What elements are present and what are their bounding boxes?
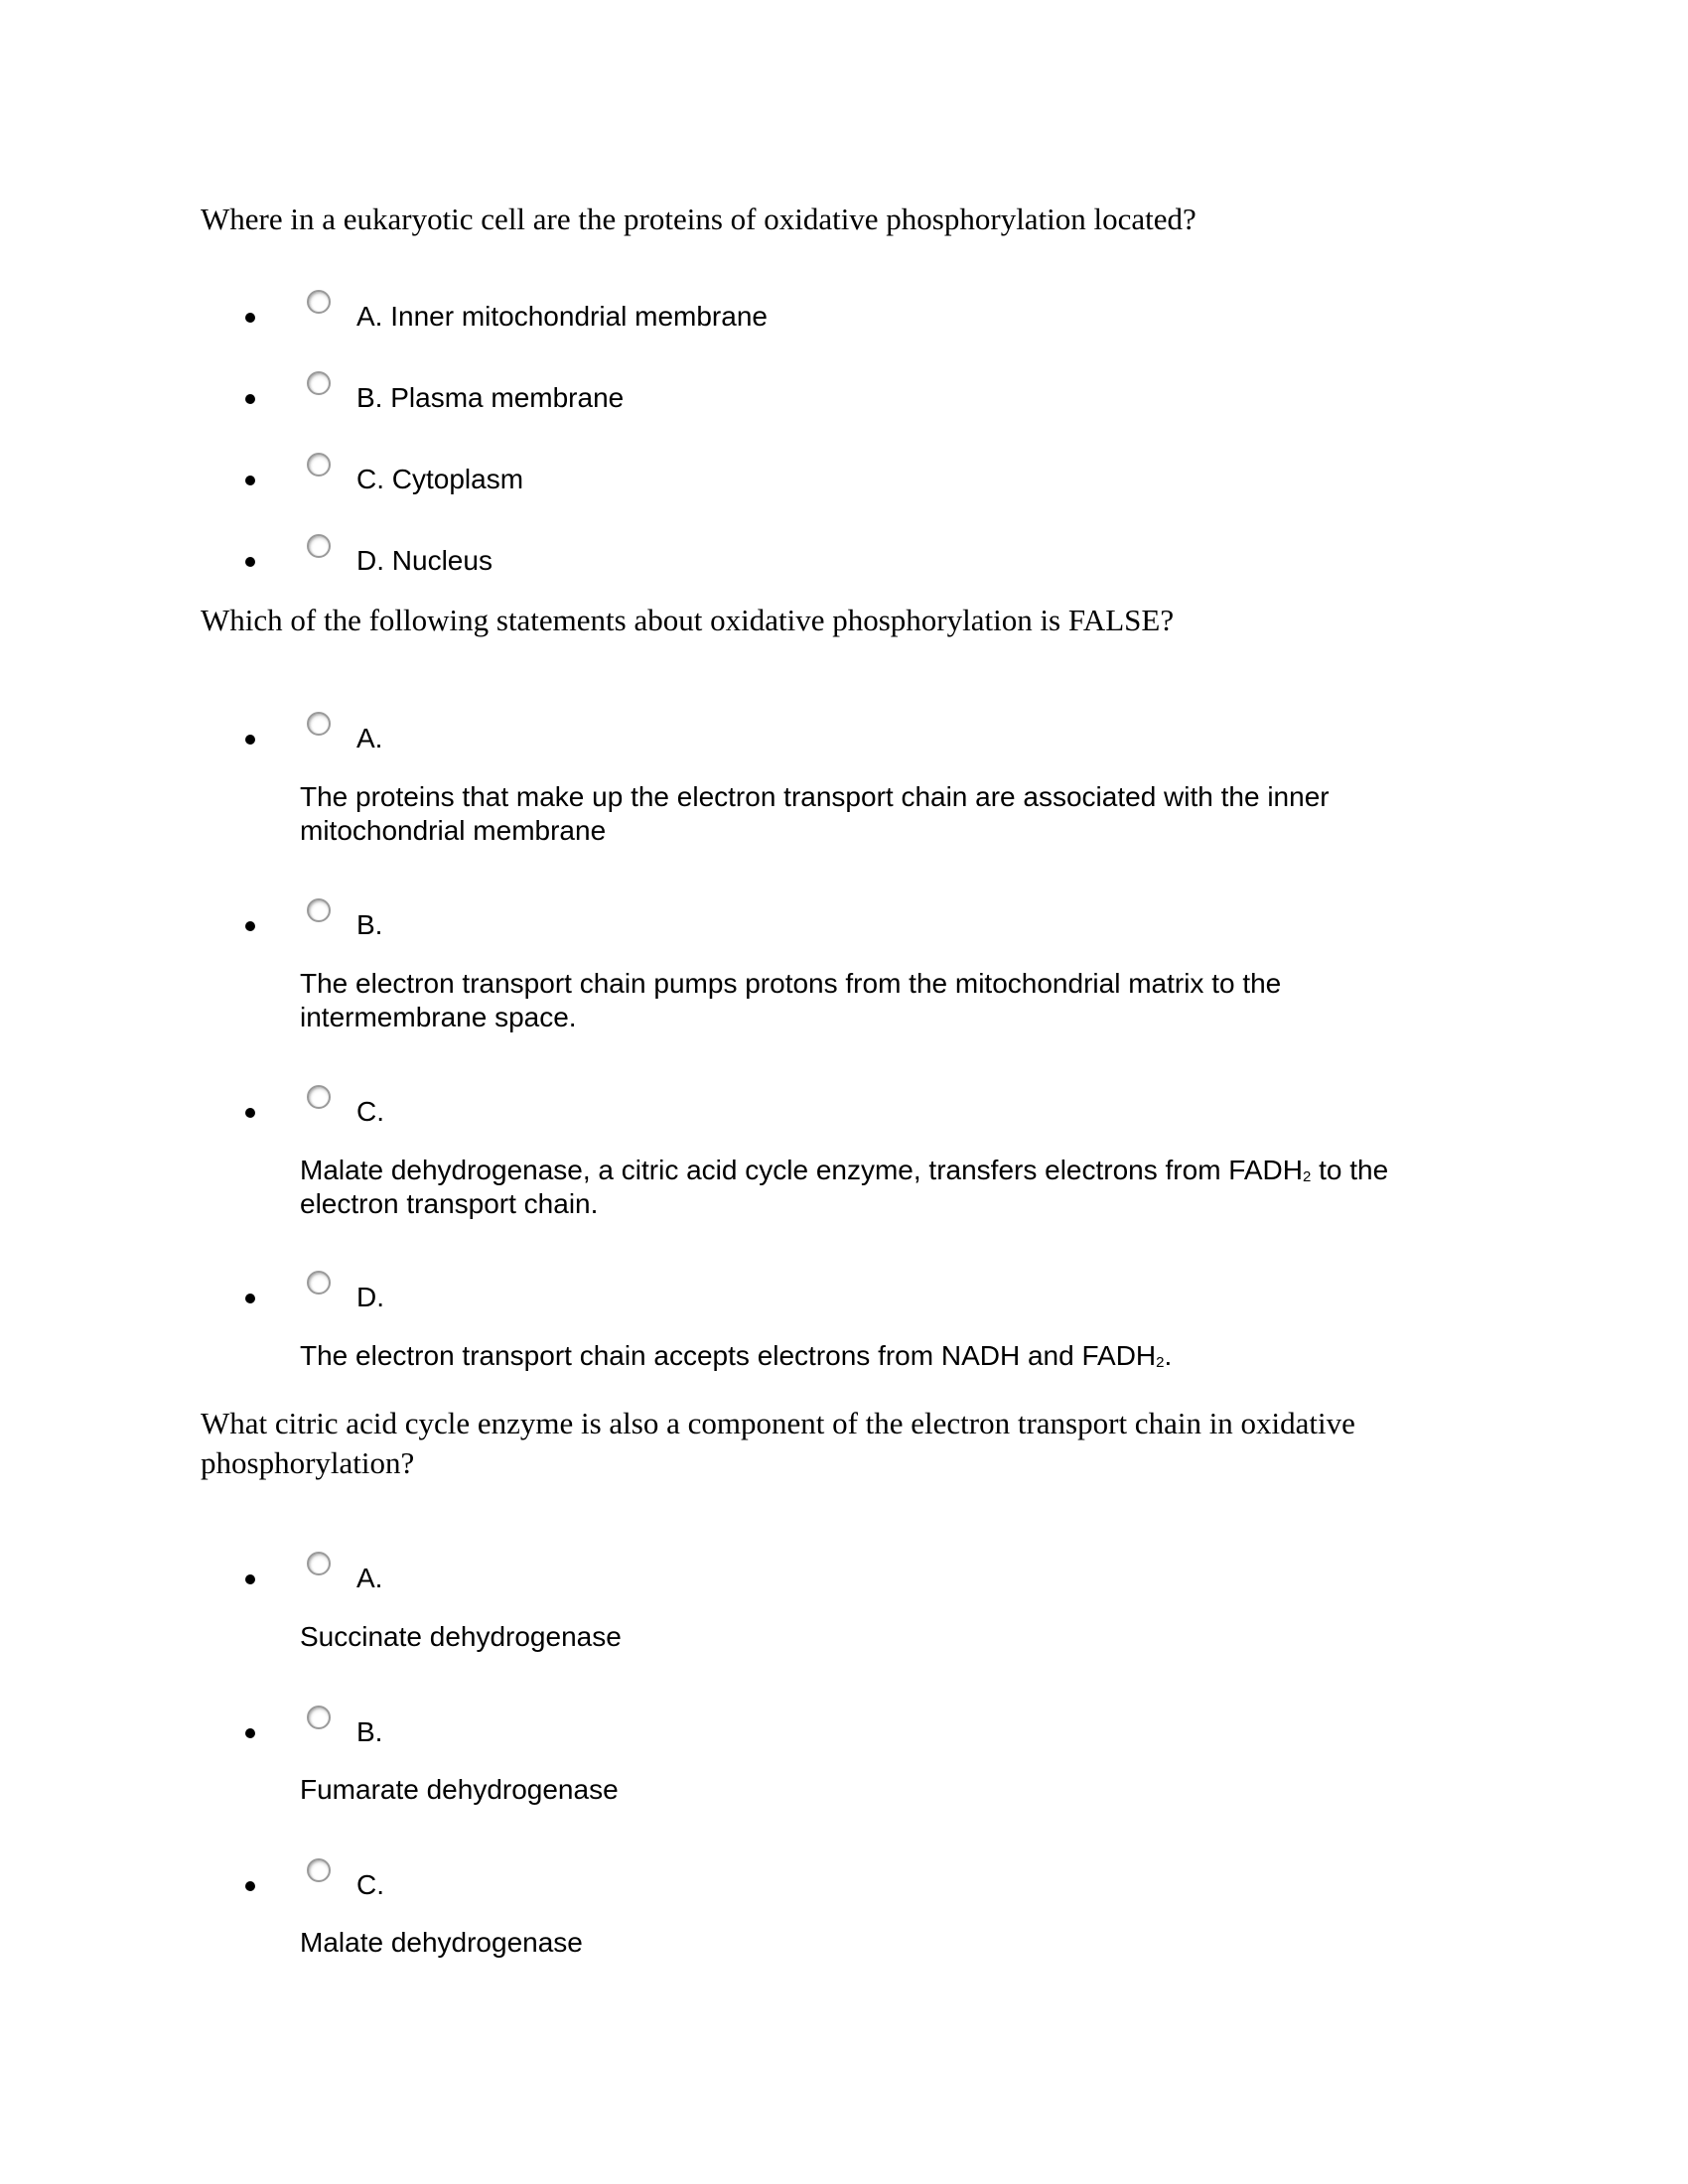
question-2-text: Which of the following statements about oxidative phosphorylation is FALSE?: [201, 603, 1175, 637]
radio-button-icon[interactable]: [307, 1706, 331, 1729]
option-text-part: Malate dehydrogenase, a citric acid cycle enzyme, transfers electrons from FADH: [300, 1155, 1303, 1185]
bullet-icon: [245, 921, 255, 931]
radio-button-icon[interactable]: [307, 371, 331, 395]
option-label: C. Cytoplasm: [356, 464, 524, 494]
option-text: The electron transport chain pumps protons from the mitochondrial matrix to the intermembrane space.: [300, 968, 1282, 1032]
radio-button-icon[interactable]: [307, 1085, 331, 1109]
subscript: 2: [1156, 1354, 1165, 1371]
option-text-part: The electron transport chain accepts electrons from NADH and FADH: [300, 1340, 1157, 1371]
option-label: D. Nucleus: [356, 545, 492, 576]
option-text-part: to the electron transport chain.: [300, 1155, 1389, 1219]
option-text: Fumarate dehydrogenase: [300, 1774, 619, 1805]
option-label: D.: [356, 1282, 384, 1312]
option-label: A.: [356, 1563, 383, 1593]
option-label: C.: [356, 1869, 384, 1900]
radio-button-icon[interactable]: [307, 534, 331, 558]
bullet-icon: [245, 1728, 255, 1738]
option-text: The proteins that make up the electron transport chain are associated with the inner mitochondrial membrane: [300, 781, 1330, 846]
radio-button-icon[interactable]: [307, 290, 331, 314]
bullet-icon: [245, 1294, 255, 1303]
bullet-icon: [245, 1881, 255, 1891]
option-label: B.: [356, 909, 383, 940]
option-text: Malate dehydrogenase: [300, 1927, 583, 1958]
option-text: [300, 1339, 1472, 1373]
option-text-part: .: [1164, 1340, 1173, 1371]
bullet-icon: [245, 394, 255, 404]
option-label: B.: [356, 1716, 383, 1747]
bullet-icon: [245, 1108, 255, 1118]
radio-button-icon[interactable]: [307, 898, 331, 922]
subscript: 2: [1302, 1168, 1312, 1185]
question-1-text: Where in a eukaryotic cell are the proteins of oxidative phosphorylation located?: [201, 202, 1196, 236]
radio-button-icon[interactable]: [307, 712, 331, 736]
bullet-icon: [245, 557, 255, 567]
bullet-icon: [245, 476, 255, 485]
radio-button-icon[interactable]: [307, 453, 331, 477]
radio-button-icon[interactable]: [307, 1858, 331, 1882]
radio-button-icon[interactable]: [307, 1271, 331, 1295]
option-label: A.: [356, 723, 383, 753]
bullet-icon: [245, 313, 255, 323]
option-text: [300, 1154, 1472, 1221]
option-label: C.: [356, 1096, 384, 1127]
option-label: B. Plasma membrane: [356, 382, 625, 413]
radio-button-icon[interactable]: [307, 1552, 331, 1575]
question-3-text: What citric acid cycle enzyme is also a component of the electron transport chain in oxidative phosphorylation?: [201, 1406, 1355, 1480]
option-label: A. Inner mitochondrial membrane: [356, 301, 768, 332]
bullet-icon: [245, 735, 255, 745]
option-text: Succinate dehydrogenase: [300, 1621, 622, 1652]
bullet-icon: [245, 1574, 255, 1584]
